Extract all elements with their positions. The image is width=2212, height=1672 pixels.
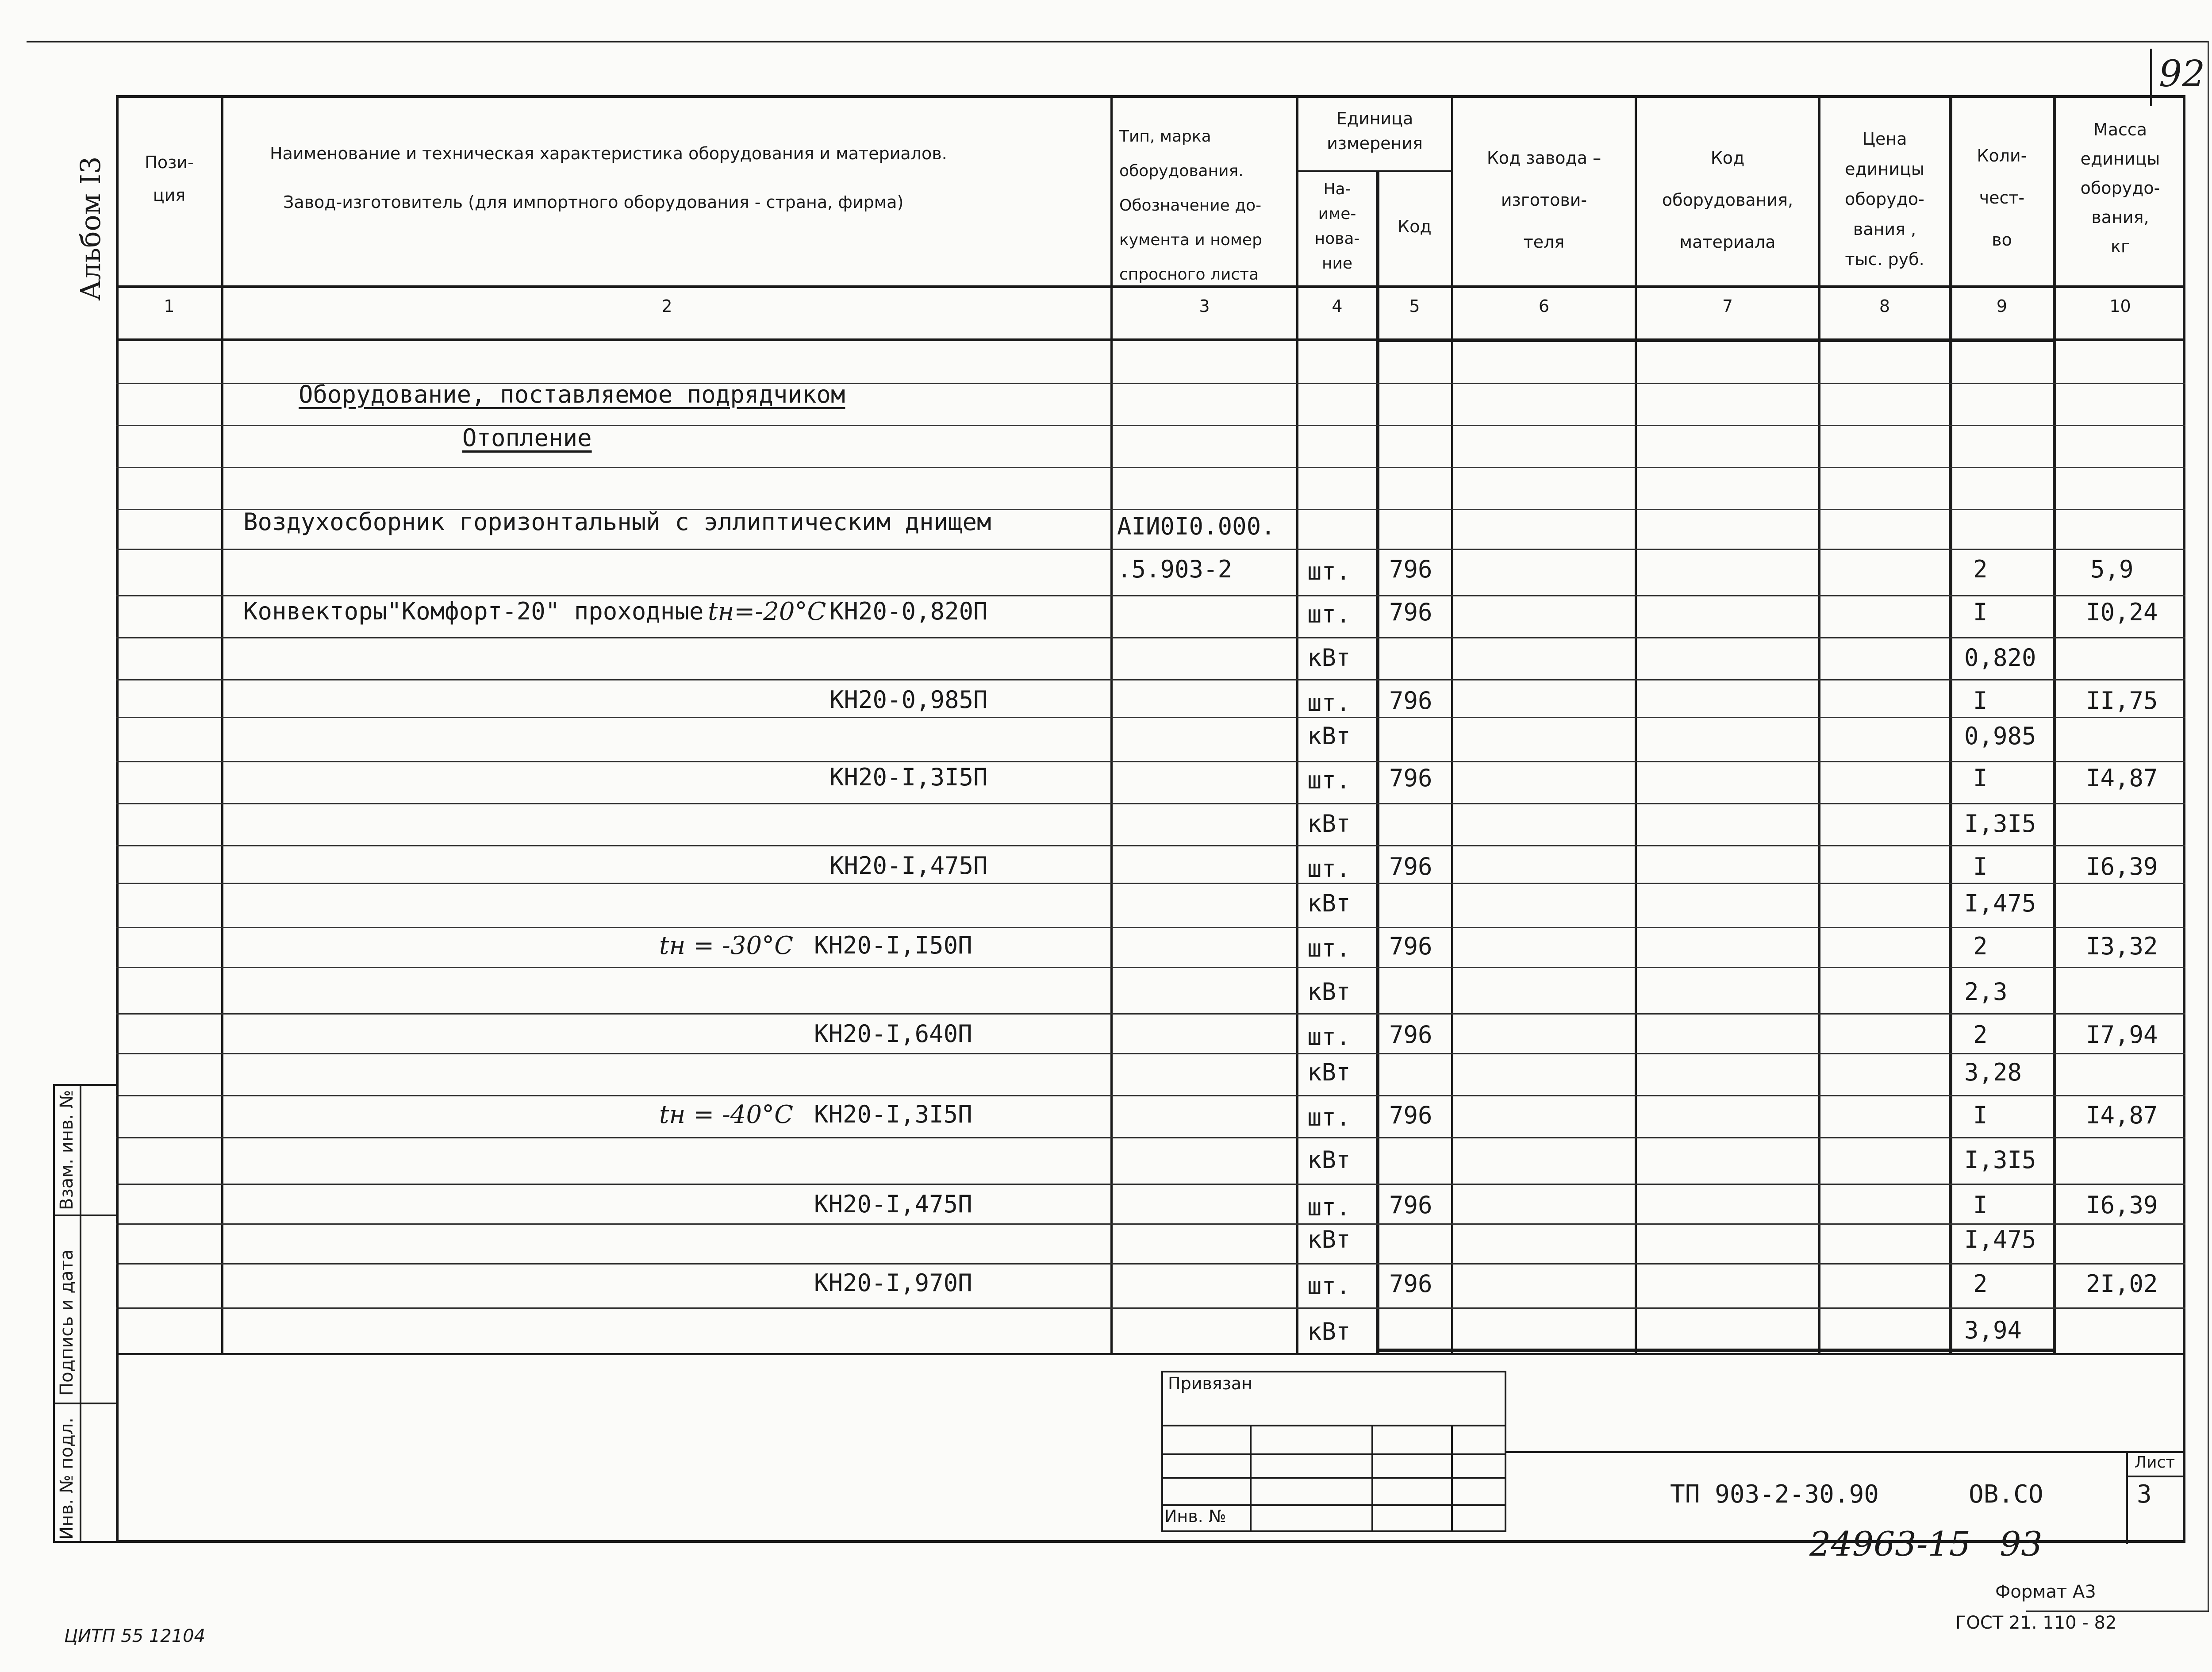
header-unit-code: Код: [1398, 217, 1432, 236]
col-number-4: 4: [1332, 296, 1343, 316]
row-0-type: AIИ0I0.000.: [1117, 512, 1275, 540]
handwritten-number-2: 93: [2000, 1524, 2043, 1564]
privyazan-line-4: [1161, 1504, 1506, 1506]
col-number-10: 10: [2109, 296, 2131, 316]
row-19-qty: 3,94: [1964, 1316, 2022, 1344]
row-5-qty: 0,985: [1964, 722, 2036, 750]
row-11-unit: кВт: [1307, 978, 1351, 1006]
row-separator: [116, 967, 2185, 968]
col-line-8: [1949, 95, 1952, 1354]
row-4-code: 796: [1389, 687, 1432, 715]
sheet-number: 3: [2137, 1480, 2152, 1509]
row-1-qty: 2: [1973, 555, 1988, 583]
row-16-qty: I: [1973, 1191, 1988, 1219]
col-line-3: [1296, 95, 1298, 1354]
row-14-qty: I: [1973, 1101, 1988, 1129]
privyazan-vline-2: [1371, 1425, 1373, 1532]
header-type: Тип, марка оборудования. Обозначение до- кумента и номер спросного листа: [1119, 127, 1262, 284]
footer-format: Формат А3: [1995, 1582, 2096, 1602]
col-number-3: 3: [1199, 296, 1210, 316]
row-12-mass: I7,94: [2086, 1021, 2158, 1049]
row-16-unit: шт.: [1307, 1193, 1351, 1221]
col-number-2: 2: [661, 296, 672, 316]
row-separator: [116, 549, 2185, 550]
row-separator: [116, 761, 2185, 762]
col-number-7: 7: [1722, 296, 1733, 316]
sheet-box-left: [2126, 1451, 2128, 1544]
row-separator: [116, 679, 2185, 680]
col-number-5: 5: [1409, 296, 1420, 316]
row-14-mass: I4,87: [2086, 1101, 2158, 1129]
row-18-code: 796: [1389, 1270, 1432, 1298]
row-4-mass: II,75: [2086, 687, 2158, 715]
row-13-qty: 3,28: [1964, 1058, 2022, 1086]
row-8-model: КН20-I,475П: [830, 852, 988, 880]
row-11-qty: 2,3: [1964, 978, 2008, 1006]
row-6-unit: шт.: [1307, 766, 1351, 794]
privyazan-line-2: [1161, 1453, 1506, 1455]
col-number-8: 8: [1879, 296, 1890, 316]
col-number-6: 6: [1538, 296, 1550, 316]
section-title: Оборудование, поставляемое подрядчиком: [299, 381, 845, 408]
col-number-9: 9: [1996, 296, 2008, 316]
row-2-mass: I0,24: [2086, 598, 2158, 626]
row-14-code: 796: [1389, 1101, 1432, 1129]
row-1-code: 796: [1389, 555, 1432, 583]
row-18-qty: 2: [1973, 1270, 1988, 1298]
row-14-tn: tн = -40°C: [659, 1100, 793, 1129]
row-10-tn: tн = -30°C: [659, 931, 793, 960]
row-3-unit: кВт: [1307, 644, 1351, 672]
row-12-qty: 2: [1973, 1021, 1988, 1049]
page-number: 92: [2159, 53, 2205, 95]
header-unit-name: На- име- нова- ние: [1314, 180, 1360, 273]
row-separator: [116, 1137, 2185, 1138]
row-16-mass: I6,39: [2086, 1191, 2158, 1219]
footer-gost: ГОСТ 21. 110 - 82: [1955, 1613, 2117, 1633]
side-strip-line-2: [53, 1403, 119, 1404]
side-strip-divider: [80, 1084, 81, 1543]
row-4-qty: I: [1973, 687, 1988, 715]
row-18-model: КН20-I,970П: [814, 1269, 972, 1297]
row-10-code: 796: [1389, 932, 1432, 960]
row-15-unit: кВт: [1307, 1146, 1351, 1174]
row-9-unit: кВт: [1307, 889, 1351, 917]
row-2-qty: I: [1973, 598, 1988, 626]
col-line-2: [1110, 95, 1113, 1354]
header-factory-code: Код завода – изготови- теля: [1486, 148, 1601, 252]
header-price: Цена единицы оборудо- вания , тыс. руб.: [1845, 129, 1924, 269]
privyazan-vline-1: [1250, 1425, 1252, 1532]
inv-no-label: Инв. №: [1164, 1507, 1226, 1526]
sheet-label: Лист: [2135, 1453, 2175, 1472]
row-separator: [116, 467, 2185, 468]
row-6-mass: I4,87: [2086, 764, 2158, 792]
row-12-model: КН20-I,640П: [814, 1020, 972, 1048]
row-8-mass: I6,39: [2086, 853, 2158, 880]
row-0-name: Воздухосборник горизонтальный с эллиптическим днищем: [243, 508, 991, 536]
row-7-unit: кВт: [1307, 810, 1351, 838]
header-equipment-code: Код оборудования, материала: [1662, 148, 1793, 252]
row-separator: [116, 1223, 2185, 1225]
row-4-model: КН20-0,985П: [830, 686, 988, 714]
row-separator: [116, 803, 2185, 804]
bottom-rule: [2026, 1611, 2209, 1612]
row-6-code: 796: [1389, 764, 1432, 792]
row-6-model: КН20-I,3I5П: [830, 763, 988, 791]
header-name-line1: Наименование и техническая характеристика оборудования и материалов.: [270, 144, 947, 163]
header-mass: Масса единицы оборудо- вания, кг: [2080, 120, 2160, 256]
row-17-qty: I,475: [1964, 1226, 2036, 1253]
side-label-vzam: Взам. инв. №: [57, 1090, 77, 1210]
row-8-qty: I: [1973, 853, 1988, 880]
privyazan-label: Привязан: [1168, 1374, 1252, 1393]
row-5-unit: кВт: [1307, 722, 1351, 750]
col-line-7: [1818, 95, 1820, 1354]
row-8-code: 796: [1389, 853, 1432, 880]
row-13-unit: кВт: [1307, 1058, 1351, 1086]
privyazan-line-1: [1161, 1425, 1506, 1426]
col-number-1: 1: [164, 296, 175, 316]
header-unit: Единица измерения: [1327, 109, 1423, 153]
row-15-qty: I,3I5: [1964, 1146, 2036, 1174]
row-14-unit: шт.: [1307, 1103, 1351, 1131]
row-2-tn: tн=-20°C: [708, 597, 826, 626]
body-thick-top: [1376, 338, 2056, 342]
row-10-qty: 2: [1973, 932, 1988, 960]
privyazan-vline-3: [1451, 1425, 1453, 1532]
header-position: Пози- ция: [145, 153, 194, 205]
row-separator: [116, 883, 2185, 884]
row-1-type: .5.903-2: [1117, 555, 1233, 583]
row-6-qty: I: [1973, 764, 1988, 792]
side-strip-line-1: [53, 1215, 119, 1216]
doc-mark: ОВ.СО: [1969, 1480, 2043, 1509]
row-separator: [116, 1263, 2185, 1265]
row-separator: [116, 1095, 2185, 1096]
row-separator: [116, 425, 2185, 426]
side-label-inv: Инв. № подл.: [57, 1418, 77, 1540]
row-2-unit: шт.: [1307, 600, 1351, 628]
row-16-code: 796: [1389, 1191, 1432, 1219]
col-line-6: [1635, 95, 1637, 1354]
privyazan-line-3: [1161, 1477, 1506, 1479]
row-separator: [116, 595, 2185, 596]
sheet-box-divider: [2126, 1476, 2185, 1477]
col-line-5: [1451, 95, 1453, 1354]
row-14-model: КН20-I,3I5П: [814, 1100, 972, 1128]
album-label: Альбом I3: [74, 156, 107, 301]
row-9-qty: I,475: [1964, 889, 2036, 917]
row-1-unit: шт.: [1307, 557, 1351, 585]
row-7-qty: I,3I5: [1964, 810, 2036, 838]
row-18-unit: шт.: [1307, 1272, 1351, 1300]
row-19-unit: кВт: [1307, 1318, 1351, 1345]
row-4-unit: шт.: [1307, 689, 1351, 717]
row-separator: [116, 1307, 2185, 1309]
col-line-1: [221, 95, 223, 1354]
handwritten-number: 24963-15: [1809, 1524, 1971, 1564]
side-label-podpis: Подпись и дата: [57, 1249, 77, 1396]
row-2-name: Конвекторы"Комфорт-20" проходные: [243, 597, 704, 625]
row-separator: [116, 637, 2185, 638]
row-10-unit: шт.: [1307, 934, 1351, 962]
row-2-model: КН20-0,820П: [830, 597, 988, 625]
footer-citp: ЦИТП 55 12104: [64, 1626, 206, 1646]
row-17-unit: кВт: [1307, 1226, 1351, 1253]
row-separator: [116, 1053, 2185, 1054]
row-1-mass: 5,9: [2090, 555, 2134, 583]
row-separator: [116, 845, 2185, 846]
body-thick-bottom: [1376, 1349, 2056, 1352]
row-8-unit: шт.: [1307, 855, 1351, 883]
row-12-unit: шт.: [1307, 1023, 1351, 1051]
row-separator: [116, 1013, 2185, 1015]
row-3-qty: 0,820: [1964, 644, 2036, 672]
row-16-model: КН20-I,475П: [814, 1190, 972, 1218]
doc-code: ТП 903-2-30.90: [1670, 1480, 1879, 1509]
row-separator: [116, 927, 2185, 928]
header-unit-divider: [1296, 170, 1451, 172]
subsection-title: Отопление: [462, 424, 592, 452]
outer-right-edge: [2208, 41, 2209, 1611]
row-2-code: 796: [1389, 598, 1432, 626]
table-bottom: [116, 1353, 2185, 1355]
row-separator: [116, 717, 2185, 718]
row-10-model: КН20-I,I50П: [814, 931, 972, 959]
header-qty: Коли- чест- во: [1977, 146, 2027, 250]
row-12-code: 796: [1389, 1021, 1432, 1049]
col-line-9: [2053, 95, 2056, 1354]
row-separator: [116, 1184, 2185, 1185]
row-10-mass: I3,32: [2086, 932, 2158, 960]
stamp-top-line: [1506, 1451, 2185, 1453]
top-rule: [27, 41, 2208, 42]
header-name-line2: Завод-изготовитель (для импортного оборудования - страна, фирма): [283, 192, 904, 212]
row-18-mass: 2I,02: [2086, 1270, 2158, 1298]
